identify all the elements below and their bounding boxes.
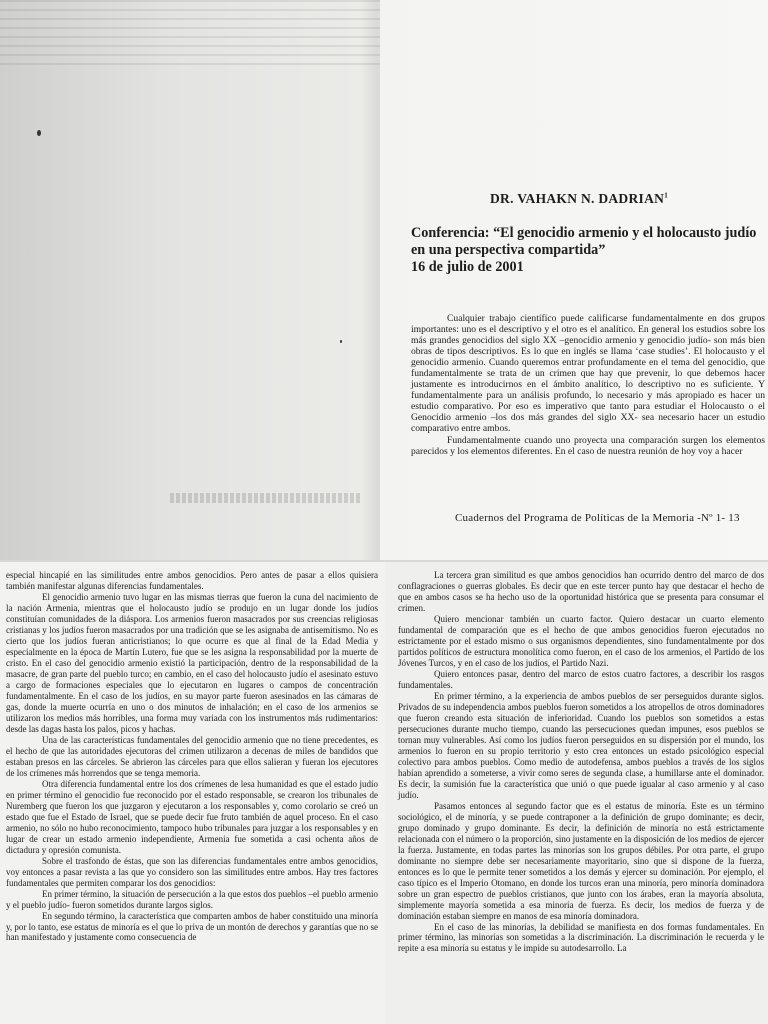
page-speck	[37, 130, 41, 136]
body-paragraph: Fundamentalmente cuando uno proyecta una comparación surgen los elementos parecidos y los elementos diferentes. En el caso de nuestra reunión de hoy voy a hacer	[411, 434, 765, 457]
body-paragraph: En segundo término, la característica que comparten ambos de haber constituido una minoría y, por lo tanto, ese estatus de minoría es el que lo priva de un montón de derechos y garantías que no se han manifestado y justamente como consecuencia de	[6, 910, 378, 943]
intro-body	[411, 313, 765, 457]
body-paragraph: Quiero entonces pasar, dentro del marco de estos cuatro factores, a describir los rasgos fundamentales.	[398, 668, 764, 690]
body-paragraph: La tercera gran similitud es que ambos genocidios han ocurrido dentro del marco de dos conflagraciones o guerras globales. Es decir que en este tercer punto hay que destacar el hecho de que en ambos casos se ha hecho uso de la oportunidad histórica que se presenta para consumar el crimen.	[398, 570, 764, 613]
conference-title	[411, 225, 766, 276]
body-paragraph: En primer término, a la experiencia de ambos pueblos de ser perseguidos durante siglos. Privados de su independencia ambos pueblos fueron sometidos a los atropellos de otros dominadores que fueron creando esta situación de inferioridad. Cuando los pueblos son sometidos a estas persecuciones durante mucho tiempo, cuando las persecuciones quedan impunes, esos pueblos se tornan muy vulnerables. Así como los judíos fueron perseguidos en su dispersión por el mundo, los armenios lo fueron en su propio territorio y esto crea entonces un estado psicológico especial colectivo para ambos pueblos. Como medio de autodefensa, ambos pueblos a través de los siglos habían aprendido a someterse, a vivir como seres de segunda clase, a humillarse ante el dominador. Es decir, la sumisión fue la característica que unió o que puede igualar al caso armenio y al caso judío.	[398, 690, 764, 800]
author-name	[490, 191, 668, 207]
body-paragraph: En el caso de las minorías, la debilidad se manifiesta en dos formas fundamentales. En primer término, las minorías son sometidas a la discriminación. La discriminación le recuerda y le repite a esa minoría su estatus y le impide su autodesarrollo. La	[398, 921, 764, 954]
page-footer: Cuadernos del Programa de Políticas de la Memoria -Nº 1- 13	[455, 512, 740, 524]
body-paragraph: especial hincapié en las similitudes entre ambos genocidios. Pero antes de pasar a ellos quisiera también manifestar algunas diferencias fundamentales.	[6, 570, 378, 591]
author-footnote-mark: 1	[664, 191, 668, 200]
book-gutter-shadow	[360, 0, 380, 560]
continuation-page-left	[0, 562, 385, 1024]
bleed-through-footer	[170, 493, 360, 503]
body-paragraph: Sobre el trasfondo de éstas, que son las diferencias fundamentales entre ambos genocidios, voy entonces a pasar revista a las que yo considero son las similitudes entre ambos. Hay tres factores fundamentales que permiten comparar los dos genocidios:	[6, 855, 378, 888]
body-paragraph: Pasamos entonces al segundo factor que es el estatus de minoría. Este es un término sociológico, el de minoría, y se puede contraponer a la definición de grupo dominante; es decir, grupo dominado y grupo dominante. Es decir, la definición de minoría no está estrictamente relacionada con el número o la proporción, sino justamente en la disposición de los medios de ejercer la fuerza. Justamente, en todas partes las minorías son los grupos débiles. Por otra parte, el grupo dominante no siempre debe ser necesariamente mayoritario, sino que si dispone de la fuerza, entonces es lo que le permite tener sometidos a los demás y ejercer su dominación. Por ejemplo, el caso típico es el Imperio Otomano, en donde los turcos eran una minoría, pero minoría dominadora sobre un gran espectro de pueblos cristianos, que junto con los árabes, eran la mayoría absoluta, simplemente mayoría sometida a esa minoría de fuerza. Es decir, los medios de fuerza y de dominación estaban siempre en manos de esa minoría dominadora.	[398, 800, 764, 921]
body-paragraph: En primer término, la situación de persecución a la que estos dos pueblos –el pueblo armenio y el pueblo judío- fueron sometidos durante largos siglos.	[6, 888, 378, 910]
body-paragraph: Otra diferencia fundamental entre los dos crímenes de lesa humanidad es que el estado judío en primer término el genocidio fue reconocido por el estado responsable, se crearon los tribunales de Nuremberg que fueron los que juzgaron y ejecutaron a los responsables y, como corolario se creó un estado que fue el Estado de Israel, que se puede decir fue fruto también de aquel proceso. En el caso armenio, no sólo no hubo reconocimiento, tampoco hubo tribunales para juzgar a los responsables y en lugar de crear un estado armenio independiente, Armenia fue sometida a casi ochenta años de dictadura y opresión comunista.	[6, 778, 378, 855]
conference-date: 16 de julio de 2001	[411, 259, 524, 275]
title-line: Conferencia: “El genocidio armenio y el holocausto judío	[411, 225, 757, 241]
right-column-body	[398, 570, 764, 954]
body-paragraph: Una de las características fundamentales del genocidio armenio que no tiene precedentes, es el hecho de que las autoridades ejecutoras del crimen utilizaron a decenas de miles de bandidos que estaban presos en las cárceles. Se abrieron las cárceles para que ellos salieran y fueran los ejecutores de los crímenes más horrendos que se tenga memoria.	[6, 734, 378, 778]
body-paragraph: Quiero mencionar también un cuarto factor. Quiero destacar un cuarto elemento fundamental de comparación que es el hecho de que ambos genocidios fueron ejecutados no estrictamente por el estado mismo o sus organismos dependientes, sino fundamentalmente por dos partidos políticos de estructura monolítica como fueron, en el caso de los armenios, el Partido de los Jóvenes Turcos, y en el caso de los judíos, el Partido Nazi.	[398, 613, 764, 668]
bleed-through-text	[0, 0, 380, 70]
body-paragraph: Cualquier trabajo científico puede calificarse fundamentalmente en dos grupos importantes: uno es el descriptivo y el otro es el analítico. En general los estudios sobre los más grandes genocidios del siglo XX –genocidio armenio y genocidio judío- son más bien obras de tipos descriptivos. Es lo que en inglés se llama ‘case studies’. El holocausto y el genocidio armenio. Cuando queremos entrar profundamente en el tema del genocidio, que fundamentalmente se trata de un crimen que hay que prevenir, lo que debemos hacer justamente es introducirnos en el ámbito analítico, lo descriptivo no es suficiente. Y fundamentalmente para un análisis profundo, lo necesario y más apropiado es hacer un estudio comparativo. Por eso es imperativo que tanto para estudiar el Holocausto o el Genocidio armenio –los dos más grandes del siglo XX- sea necesario hacer un estudio comparativo entre ambos.	[411, 313, 765, 435]
page-speck	[340, 340, 342, 343]
body-paragraph: El genocidio armenio tuvo lugar en las mismas tierras que fueron la cuna del nacimiento de la nación Armenia, mientras que el holocausto judío se produjo en un lugar donde los judíos constituían comunidades de la diáspora. Los armenios fueron masacrados por sus creencias religiosas cristianas y los judíos fueron masacrados por una tradición que se les asignaba de antisemitismo. No es cierto que los judíos fueran anticristianos; lo que ocurre es que al final de la Edad Media y especialmente en la época de Martín Lutero, fue que se les asigna la responsabilidad por la muerte de cristo. En el caso del genocidio armenio existió la participación, dentro de la responsabilidad de la masacre, de gran parte del pueblo turco; en cambio, en el caso del holocausto judío el asesinato estuvo a cargo de formaciones especiales que lo ejecutaron en lugares o campos de concentración fundamentalmente. En el caso de los judíos, en su mayor parte fueron asesinados en las cámaras de gas, donde la muerte ocurría en uno o dos minutos de inhalación; en el caso de los armenios se utilizaron los medios más horribles, una forma muy variada con los instrumentos más rudimentarios: desde las dagas hasta los palos, picos y hachas.	[6, 591, 378, 734]
title-page	[380, 0, 768, 560]
continuation-page-right	[385, 562, 768, 1024]
left-column-body	[6, 570, 378, 943]
left-facing-page	[0, 0, 380, 560]
title-line: en una perspectiva compartida”	[411, 242, 606, 258]
author-text: DR. VAHAKN N. DADRIAN	[490, 191, 665, 206]
